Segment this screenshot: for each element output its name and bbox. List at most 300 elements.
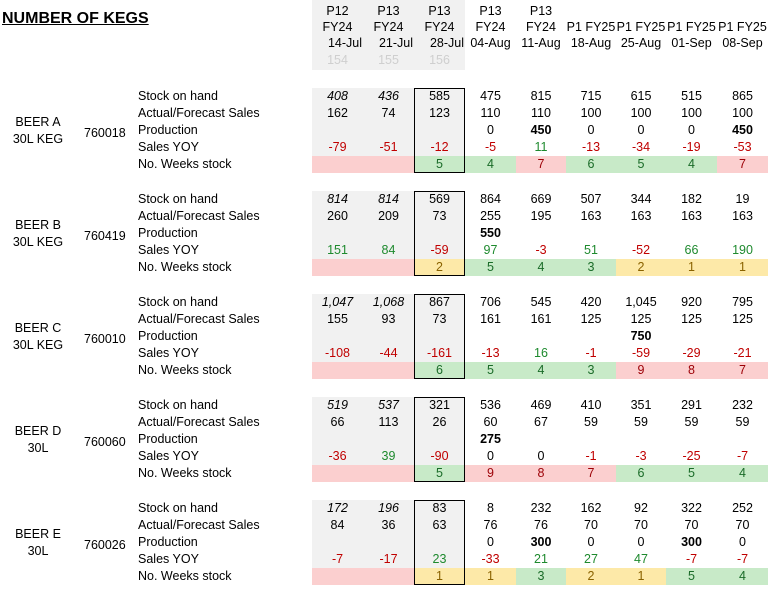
sales-cell: 36 — [381, 518, 396, 532]
current-week-box — [414, 500, 465, 585]
stock-on-hand-cell: 814 — [327, 192, 348, 206]
stock-on-hand-cell: 920 — [681, 295, 702, 309]
stock-on-hand-cell: 865 — [732, 89, 753, 103]
column-date-label: 04-Aug — [470, 36, 511, 50]
sales-yoy-cell: -7 — [736, 449, 749, 463]
stock-on-hand-cell: 182 — [681, 192, 702, 206]
production-cell — [465, 328, 516, 345]
weeks-stock-cell: 7 — [566, 465, 616, 482]
sales-yoy-cell: 0 — [487, 449, 494, 463]
column-header-3 — [414, 0, 465, 70]
weeks-stock-cell: 5 — [465, 259, 516, 276]
row-label-production: Production — [138, 123, 198, 137]
weeks-stock-cell: 8 — [516, 465, 566, 482]
weeks-stock-cell: 2 — [414, 259, 465, 276]
column-date-label: 01-Sep — [671, 36, 712, 50]
row-label-sales-yoy: Sales YOY — [138, 346, 199, 360]
row-label-stock-on-hand: Stock on hand — [138, 501, 218, 515]
product-code: 760060 — [84, 435, 126, 449]
weeks-stock-cell: 6 — [616, 465, 666, 482]
beer-name: BEER B — [15, 218, 61, 232]
weeks-stock-cell: 5 — [666, 568, 717, 585]
sales-cell: 113 — [378, 415, 399, 429]
weeks-stock-cell: 3 — [566, 259, 616, 276]
stock-on-hand-cell: 814 — [378, 192, 399, 206]
stock-on-hand-cell: 351 — [630, 398, 652, 412]
production-cell: 0 — [637, 123, 645, 137]
stock-on-hand-cell: 8 — [487, 501, 494, 515]
sales-cell: 125 — [681, 312, 702, 326]
sales-cell: 155 — [327, 312, 348, 326]
beer-block — [0, 294, 768, 380]
column-header-4 — [465, 0, 516, 70]
weeks-stock-cell: 9 — [616, 362, 666, 379]
product-code: 760419 — [84, 229, 126, 243]
beer-name: BEER A — [15, 115, 61, 129]
column-period-label — [616, 4, 666, 19]
column-period-label: P12 — [326, 4, 349, 18]
sales-cell: 161 — [530, 312, 552, 326]
sales-cell: 100 — [732, 106, 753, 120]
stock-on-hand-cell: 469 — [530, 398, 552, 412]
sales-cell: 63 — [432, 518, 447, 532]
row-label-production: Production — [138, 329, 198, 343]
sales-yoy-cell: 66 — [684, 243, 699, 257]
column-date-label: 18-Aug — [570, 36, 612, 50]
sales-cell: 59 — [634, 415, 648, 429]
production-cell: 450 — [530, 123, 552, 137]
row-label-sales: Actual/Forecast Sales — [138, 415, 260, 429]
sales-yoy-cell: 0 — [537, 449, 545, 463]
stock-on-hand-cell: 706 — [480, 295, 501, 309]
column-header-8 — [666, 0, 717, 70]
current-week-box — [414, 88, 465, 173]
weeks-stock-cell: 9 — [465, 465, 516, 482]
weeks-stock-cell: 1 — [616, 568, 666, 585]
beer-block — [0, 500, 768, 586]
sales-cell: 209 — [378, 209, 399, 223]
sales-yoy-cell: 151 — [327, 243, 348, 257]
stock-on-hand-cell: 92 — [634, 501, 648, 515]
stock-on-hand-cell: 196 — [378, 501, 399, 515]
beer-package: 30L KEG — [12, 338, 64, 352]
production-cell — [666, 328, 717, 345]
sales-cell: 163 — [580, 209, 602, 223]
weeks-stock-cell: 3 — [566, 362, 616, 379]
sales-yoy-cell: 39 — [381, 449, 396, 463]
weeks-stock-cell: 5 — [414, 156, 465, 173]
sales-cell: 163 — [630, 209, 652, 223]
column-date-label: 28-Jul — [429, 36, 464, 50]
beer-package: 30L KEG — [12, 235, 64, 249]
stock-on-hand-cell: 322 — [681, 501, 702, 515]
column-year-label: FY24 — [475, 20, 506, 34]
production-cell: 0 — [688, 123, 695, 137]
sales-cell: 70 — [634, 518, 648, 532]
stock-on-hand-cell: 1,045 — [625, 295, 657, 309]
sales-cell: 100 — [681, 106, 702, 120]
stock-on-hand-cell: 515 — [681, 89, 702, 103]
sales-cell: 76 — [483, 518, 498, 532]
weeks-stock-cell: 5 — [666, 465, 717, 482]
sales-yoy-cell: 97 — [483, 243, 498, 257]
product-code: 760018 — [84, 126, 126, 140]
row-label-production: Production — [138, 432, 198, 446]
stock-on-hand-cell: 420 — [580, 295, 602, 309]
sales-yoy-cell: -1 — [585, 449, 597, 463]
production-cell — [566, 328, 616, 345]
weeks-stock-cell: 4 — [666, 156, 717, 173]
column-period-label: P13 — [377, 4, 400, 18]
stock-on-hand-cell: 83 — [432, 501, 447, 515]
stock-on-hand-cell: 545 — [530, 295, 552, 309]
weeks-stock-cell — [363, 362, 414, 379]
sales-cell: 73 — [432, 312, 447, 326]
stock-on-hand-cell: 475 — [480, 89, 501, 103]
row-label-sales: Actual/Forecast Sales — [138, 209, 260, 223]
weeks-stock-cell — [312, 156, 363, 173]
sales-yoy-cell: -3 — [535, 243, 547, 257]
production-cell — [566, 225, 616, 242]
stock-on-hand-cell: 519 — [327, 398, 348, 412]
weeks-stock-cell: 1 — [666, 259, 717, 276]
row-label-weeks-stock: No. Weeks stock — [138, 466, 232, 480]
column-year-label: P1 FY25 — [667, 20, 716, 34]
production-cell: 0 — [587, 123, 595, 137]
sales-yoy-cell: -7 — [331, 552, 344, 566]
sales-yoy-cell: -51 — [379, 140, 398, 154]
sales-cell: 74 — [381, 106, 396, 120]
production-cell — [312, 328, 363, 345]
column-header-6 — [566, 0, 616, 70]
beer-block — [0, 191, 768, 277]
sales-yoy-cell: -59 — [631, 346, 651, 360]
stock-on-hand-cell: 1,047 — [321, 295, 354, 309]
column-year-label: FY24 — [373, 20, 404, 34]
weeks-stock-cell — [312, 259, 363, 276]
beer-package: 30L — [27, 544, 49, 558]
sales-cell: 59 — [584, 415, 598, 429]
column-period-label: P13 — [529, 4, 553, 18]
stock-on-hand-cell: 408 — [327, 89, 348, 103]
sales-yoy-cell: -13 — [581, 140, 601, 154]
row-label-sales: Actual/Forecast Sales — [138, 518, 260, 532]
row-label-sales-yoy: Sales YOY — [138, 552, 199, 566]
sales-yoy-cell: -44 — [379, 346, 398, 360]
stock-on-hand-cell: 162 — [580, 501, 602, 515]
sales-yoy-cell: -59 — [430, 243, 449, 257]
row-label-production: Production — [138, 226, 198, 240]
production-cell: 0 — [487, 123, 494, 137]
sales-cell: 161 — [480, 312, 501, 326]
column-week-number: 156 — [429, 53, 450, 67]
production-cell — [363, 122, 414, 139]
stock-on-hand-cell: 436 — [378, 89, 399, 103]
sales-cell: 59 — [684, 415, 699, 429]
production-cell: 0 — [739, 535, 746, 549]
column-header-9 — [717, 0, 768, 70]
stock-on-hand-cell: 291 — [681, 398, 702, 412]
sales-cell: 110 — [531, 106, 551, 120]
sales-cell: 255 — [480, 209, 501, 223]
weeks-stock-cell: 5 — [414, 465, 465, 482]
weeks-stock-cell — [312, 362, 363, 379]
sales-yoy-cell: 47 — [634, 552, 648, 566]
sales-cell: 162 — [327, 106, 348, 120]
column-year-label: P1 FY25 — [566, 20, 616, 34]
sales-cell: 67 — [534, 415, 548, 429]
column-year-label: P1 FY25 — [616, 20, 666, 34]
production-cell: 300 — [530, 535, 552, 549]
weeks-stock-cell: 1 — [465, 568, 516, 585]
current-week-box — [414, 294, 465, 379]
row-label-weeks-stock: No. Weeks stock — [138, 569, 232, 583]
sales-cell: 76 — [534, 518, 548, 532]
sales-cell: 59 — [735, 415, 750, 429]
weeks-stock-cell: 2 — [566, 568, 616, 585]
beer-block — [0, 88, 768, 174]
production-cell: 0 — [637, 535, 645, 549]
weeks-stock-cell — [363, 465, 414, 482]
weeks-stock-cell: 7 — [516, 156, 566, 173]
stock-on-hand-cell: 19 — [735, 192, 750, 206]
sales-cell: 66 — [330, 415, 345, 429]
beer-name: BEER C — [14, 321, 62, 335]
column-week-number: 155 — [378, 53, 399, 67]
production-cell — [363, 431, 414, 448]
production-cell: 750 — [630, 329, 652, 343]
sales-cell: 110 — [480, 106, 501, 120]
row-label-weeks-stock: No. Weeks stock — [138, 260, 232, 274]
sales-yoy-cell: -53 — [733, 140, 752, 154]
sales-cell: 93 — [381, 312, 396, 326]
production-cell — [312, 122, 363, 139]
stock-on-hand-cell: 537 — [378, 398, 399, 412]
weeks-stock-cell: 6 — [414, 362, 465, 379]
production-cell — [312, 431, 363, 448]
column-header-1 — [312, 0, 363, 70]
sales-yoy-cell: 190 — [732, 243, 753, 257]
row-label-sales-yoy: Sales YOY — [138, 243, 199, 257]
column-year-label: P1 FY25 — [718, 20, 767, 34]
row-label-production: Production — [138, 535, 198, 549]
sales-cell: 123 — [429, 106, 450, 120]
weeks-stock-cell: 2 — [616, 259, 666, 276]
sales-yoy-cell: -29 — [682, 346, 701, 360]
production-cell: 0 — [587, 535, 595, 549]
weeks-stock-cell: 1 — [414, 568, 465, 585]
production-cell — [516, 328, 566, 345]
weeks-stock-cell: 1 — [717, 259, 768, 276]
beer-block — [0, 397, 768, 483]
sales-cell: 163 — [681, 209, 702, 223]
sales-yoy-cell: -7 — [736, 552, 749, 566]
weeks-stock-cell: 6 — [566, 156, 616, 173]
beer-name: BEER D — [14, 424, 62, 438]
stock-on-hand-cell: 232 — [530, 501, 552, 515]
stock-on-hand-cell: 815 — [530, 89, 552, 103]
column-header-7 — [616, 0, 666, 70]
weeks-stock-cell: 5 — [616, 156, 666, 173]
stock-on-hand-cell: 507 — [580, 192, 602, 206]
weeks-stock-cell: 3 — [516, 568, 566, 585]
stock-on-hand-cell: 232 — [732, 398, 753, 412]
weeks-stock-cell — [363, 259, 414, 276]
sales-yoy-cell: 21 — [534, 552, 548, 566]
sales-yoy-cell: -21 — [733, 346, 752, 360]
sales-cell: 100 — [630, 106, 652, 120]
production-cell — [363, 534, 414, 551]
current-week-box — [414, 191, 465, 276]
weeks-stock-cell: 5 — [465, 362, 516, 379]
production-cell — [363, 328, 414, 345]
column-period-label: P13 — [428, 4, 451, 18]
weeks-stock-cell: 4 — [465, 156, 516, 173]
column-period-label — [717, 4, 768, 19]
sales-cell: 125 — [732, 312, 753, 326]
column-header-2 — [363, 0, 414, 70]
sales-yoy-cell: -3 — [635, 449, 647, 463]
sales-cell: 70 — [584, 518, 598, 532]
sales-cell: 260 — [327, 209, 348, 223]
sales-cell: 195 — [530, 209, 552, 223]
weeks-stock-cell — [312, 465, 363, 482]
sales-cell: 70 — [684, 518, 699, 532]
weeks-stock-cell — [312, 568, 363, 585]
sales-cell: 73 — [432, 209, 447, 223]
sales-cell: 100 — [580, 106, 602, 120]
sales-yoy-cell: -90 — [430, 449, 449, 463]
current-week-box — [414, 397, 465, 482]
stock-on-hand-cell: 536 — [480, 398, 501, 412]
production-cell — [516, 431, 566, 448]
weeks-stock-cell: 4 — [516, 259, 566, 276]
product-code: 760026 — [84, 538, 126, 552]
row-label-stock-on-hand: Stock on hand — [138, 295, 218, 309]
sales-yoy-cell: 51 — [584, 243, 598, 257]
stock-on-hand-cell: 715 — [580, 89, 602, 103]
column-date-label: 21-Jul — [378, 36, 413, 50]
weeks-stock-cell — [363, 568, 414, 585]
row-label-stock-on-hand: Stock on hand — [138, 192, 218, 206]
sales-cell: 125 — [580, 312, 602, 326]
sales-yoy-cell: -5 — [484, 140, 497, 154]
production-cell: 275 — [480, 432, 501, 446]
row-label-sales: Actual/Forecast Sales — [138, 312, 260, 326]
row-label-stock-on-hand: Stock on hand — [138, 89, 218, 103]
sales-cell: 70 — [735, 518, 750, 532]
production-cell — [616, 225, 666, 242]
beer-package: 30L KEG — [12, 132, 64, 146]
column-period-label: P13 — [479, 4, 502, 18]
page-title: NUMBER OF KEGS — [2, 10, 149, 27]
production-cell: 300 — [681, 535, 702, 549]
sales-yoy-cell: 11 — [534, 140, 548, 154]
production-cell — [717, 431, 768, 448]
sales-yoy-cell: -1 — [585, 346, 597, 360]
sales-yoy-cell: -25 — [682, 449, 701, 463]
sales-cell: 163 — [732, 209, 753, 223]
beer-package: 30L — [27, 441, 49, 455]
production-cell — [717, 225, 768, 242]
sales-yoy-cell: 16 — [534, 346, 548, 360]
sales-yoy-cell: -108 — [324, 346, 351, 360]
sales-yoy-cell: 27 — [584, 552, 598, 566]
stock-on-hand-cell: 669 — [530, 192, 552, 206]
production-cell: 550 — [480, 226, 501, 240]
weeks-stock-cell: 4 — [717, 465, 768, 482]
column-year-label: FY24 — [322, 20, 353, 34]
product-code: 760010 — [84, 332, 126, 346]
sales-cell: 84 — [330, 518, 345, 532]
row-label-weeks-stock: No. Weeks stock — [138, 363, 232, 377]
production-cell — [666, 225, 717, 242]
row-label-sales-yoy: Sales YOY — [138, 449, 199, 463]
production-cell — [312, 225, 363, 242]
sales-yoy-cell: -13 — [481, 346, 500, 360]
stock-on-hand-cell: 172 — [327, 501, 348, 515]
row-label-sales: Actual/Forecast Sales — [138, 106, 260, 120]
production-cell — [363, 225, 414, 242]
weeks-stock-cell: 4 — [717, 568, 768, 585]
sales-yoy-cell: -52 — [631, 243, 651, 257]
sales-yoy-cell: 23 — [432, 552, 447, 566]
stock-on-hand-cell: 252 — [732, 501, 753, 515]
stock-on-hand-cell: 410 — [580, 398, 602, 412]
production-cell: 450 — [732, 123, 753, 137]
sales-yoy-cell: -34 — [631, 140, 651, 154]
column-period-label — [566, 4, 616, 19]
stock-on-hand-cell: 344 — [630, 192, 652, 206]
row-label-weeks-stock: No. Weeks stock — [138, 157, 232, 171]
production-cell — [566, 431, 616, 448]
column-period-label — [666, 4, 717, 19]
weeks-stock-cell: 4 — [516, 362, 566, 379]
production-cell: 0 — [487, 535, 494, 549]
column-date-label: 08-Sep — [722, 36, 763, 50]
stock-on-hand-cell: 321 — [429, 398, 450, 412]
production-cell — [666, 431, 717, 448]
stock-on-hand-cell: 615 — [630, 89, 652, 103]
column-date-label: 25-Aug — [620, 36, 662, 50]
column-year-label: FY24 — [424, 20, 455, 34]
sales-yoy-cell: -12 — [430, 140, 449, 154]
stock-on-hand-cell: 569 — [429, 192, 450, 206]
row-label-sales-yoy: Sales YOY — [138, 140, 199, 154]
sales-yoy-cell: -79 — [328, 140, 347, 154]
sales-cell: 26 — [432, 415, 447, 429]
sales-yoy-cell: -19 — [682, 140, 701, 154]
production-cell — [717, 328, 768, 345]
beer-name: BEER E — [15, 527, 61, 541]
sales-cell: 60 — [483, 415, 498, 429]
production-cell — [312, 534, 363, 551]
stock-on-hand-cell: 1,068 — [372, 295, 405, 309]
stock-on-hand-cell: 867 — [429, 295, 450, 309]
column-date-label: 14-Jul — [327, 36, 362, 50]
sales-yoy-cell: -161 — [426, 346, 453, 360]
sales-yoy-cell: -33 — [481, 552, 500, 566]
weeks-stock-cell: 8 — [666, 362, 717, 379]
column-header-5 — [516, 0, 566, 70]
sales-cell: 125 — [630, 312, 652, 326]
production-cell — [516, 225, 566, 242]
sales-yoy-cell: -36 — [328, 449, 347, 463]
sales-yoy-cell: 84 — [381, 243, 396, 257]
sales-yoy-cell: -7 — [685, 552, 698, 566]
weeks-stock-cell: 7 — [717, 362, 768, 379]
row-label-stock-on-hand: Stock on hand — [138, 398, 218, 412]
